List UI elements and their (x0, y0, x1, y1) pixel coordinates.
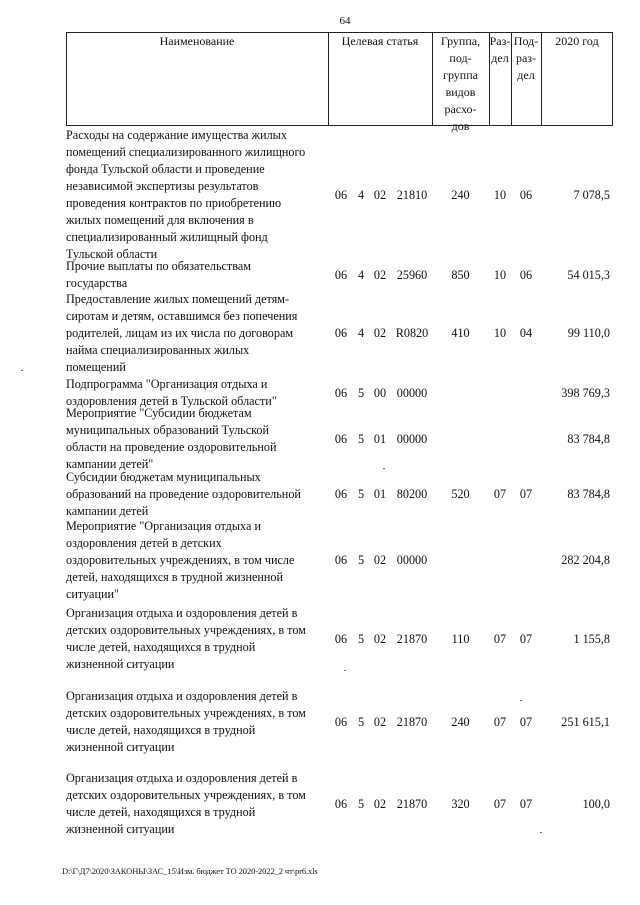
row-name (66, 518, 328, 603)
row-name-line: государства (66, 276, 128, 290)
row-c4: 21810 (396, 187, 428, 202)
header-line: расхо- (444, 102, 477, 116)
row-name-line: помещений (66, 360, 126, 374)
row-subsection: 04 (519, 326, 533, 340)
row-group: 410 (451, 326, 470, 340)
row-name-line: проведения контрактов по приобретению (66, 196, 282, 210)
row-c1: 06 (334, 631, 348, 646)
row-c3: 02 (373, 553, 387, 567)
row-c2: 5 (357, 431, 365, 446)
row-name-line: Предоставление жилых помещений детям- (66, 292, 290, 306)
row-subsection: 06 (519, 267, 533, 282)
row-section: 10 (493, 267, 507, 282)
row-c1: 06 (334, 714, 348, 729)
row-name-line: найма специализированных жилых (66, 343, 250, 357)
row-amount: 83 784,8 (567, 431, 610, 446)
header-line: раз- (515, 51, 537, 65)
header-line: Группа, (440, 34, 481, 48)
header-target-article: Целевая статья (341, 34, 419, 48)
row-c1: 06 (334, 487, 348, 501)
row-c1: 06 (334, 187, 348, 202)
header-line: дел (491, 51, 509, 65)
row-name-line: помещений специализированного жилищного (66, 145, 306, 159)
row-c4: 21870 (396, 796, 428, 811)
row-name-line: жизненной ситуации (66, 740, 175, 754)
row-name-line: детских оздоровительных учреждениях, в том (66, 706, 306, 720)
row-c2: 5 (357, 487, 365, 501)
row-c2: 5 (357, 796, 365, 811)
scan-speck (21, 370, 23, 371)
row-name (66, 469, 328, 520)
row-name-line: Прочие выплаты по обязательствам (66, 259, 251, 273)
row-amount: 7 078,5 (573, 187, 610, 202)
row-name (66, 770, 328, 838)
row-name (66, 258, 328, 292)
row-section: 10 (493, 326, 507, 340)
row-name-line: Субсидии бюджетам муниципальных (66, 470, 261, 484)
row-name-line: числе детей, находящихся в трудной (66, 805, 256, 819)
row-group: 520 (451, 487, 470, 501)
row-name (66, 605, 328, 673)
row-subsection: 07 (519, 796, 533, 811)
file-path-footer: D:\Г\Д7\2020\ЗАКОНЫ\ЗАС_15\Изм. бюджет ТО 2020-2022_2 чт\pr6.xls (62, 866, 318, 876)
row-name (66, 405, 328, 473)
row-c4: 00000 (396, 431, 428, 446)
row-amount: 1 155,8 (573, 631, 610, 646)
row-amount: 83 784,8 (567, 487, 610, 501)
header-year: 2020 год (555, 34, 599, 48)
row-c4: R0820 (395, 326, 429, 340)
row-c3: 02 (373, 187, 387, 202)
row-amount: 251 615,1 (561, 714, 610, 729)
row-c3: 00 (373, 385, 387, 400)
row-c2: 5 (357, 714, 365, 729)
row-group: 850 (451, 267, 470, 282)
row-name-line: Организация отдыха и оздоровления детей в (66, 689, 298, 703)
row-name-line: сиротам и детям, оставшимся без попечения (66, 309, 298, 323)
row-name-line: родителей, лицам из их числа по договорам (66, 326, 294, 340)
row-c3: 02 (373, 796, 387, 811)
row-c2: 4 (357, 326, 365, 340)
row-c3: 02 (373, 326, 387, 340)
row-name-line: Организация отдыха и оздоровления детей в (66, 606, 298, 620)
row-name-line: кампании детей" (66, 457, 154, 471)
row-name-line: детей, находящихся в трудной жизненной (66, 570, 284, 584)
row-name-line: числе детей, находящихся в трудной (66, 640, 256, 654)
header-line: Под- (513, 34, 539, 48)
row-name-line: оздоровления детей в детских (66, 536, 222, 550)
row-group: 240 (451, 714, 470, 729)
row-c4: 25960 (396, 267, 428, 282)
header-line: дов (451, 119, 470, 133)
row-c3: 02 (373, 714, 387, 729)
header-line: дел (517, 68, 535, 82)
row-section: 07 (493, 631, 507, 646)
row-c4: 80200 (396, 487, 428, 501)
row-name (66, 127, 328, 263)
row-name-line: независимой экспертизы результатов (66, 179, 259, 193)
header-group (432, 33, 489, 135)
row-c2: 4 (357, 187, 365, 202)
row-group: 240 (451, 187, 470, 202)
row-c1: 06 (334, 553, 348, 567)
row-subsection: 07 (519, 487, 533, 501)
header-subsection (511, 33, 541, 84)
row-amount: 54 015,3 (567, 267, 610, 282)
row-c2: 5 (357, 553, 365, 567)
row-subsection: 07 (519, 714, 533, 729)
row-group: 110 (451, 631, 470, 646)
row-c3: 02 (373, 631, 387, 646)
header-line: группа (443, 68, 478, 82)
row-c4: 21870 (396, 631, 428, 646)
row-name-line: Подпрограмма "Организация отдыха и (66, 377, 268, 391)
row-c3: 01 (373, 487, 387, 501)
scan-speck (344, 670, 346, 671)
row-name-line: оздоровления детей в Тульской области" (66, 394, 277, 408)
row-group: 320 (451, 796, 470, 811)
row-c4: 00000 (396, 553, 428, 567)
row-name-line: Мероприятие "Организация отдыха и (66, 519, 261, 533)
row-c1: 06 (334, 431, 348, 446)
row-amount: 398 769,3 (561, 385, 610, 400)
row-name-line: области на проведение оздоровительной (66, 440, 277, 454)
row-name-line: фонда Тульской области и проведение (66, 162, 265, 176)
row-c3: 02 (373, 267, 387, 282)
row-name-line: Мероприятие "Субсидии бюджетам (66, 406, 252, 420)
row-c1: 06 (334, 385, 348, 400)
row-c2: 4 (357, 267, 365, 282)
row-c4: 21870 (396, 714, 428, 729)
row-section: 10 (493, 187, 507, 202)
row-name-line: Тульской области (66, 247, 158, 261)
row-c1: 06 (334, 326, 348, 340)
row-name-line: жизненной ситуации (66, 822, 175, 836)
row-name-line: жизненной ситуации (66, 657, 175, 671)
scan-speck (383, 468, 385, 469)
row-name-line: муниципальных образований Тульской (66, 423, 270, 437)
row-amount: 100,0 (582, 796, 610, 811)
row-c2: 5 (357, 385, 365, 400)
row-name (66, 291, 328, 376)
row-section: 07 (493, 796, 507, 811)
row-name (66, 688, 328, 756)
row-name-line: Организация отдыха и оздоровления детей в (66, 771, 298, 785)
row-subsection: 06 (519, 187, 533, 202)
row-amount: 282 204,8 (561, 553, 610, 567)
header-section (489, 33, 511, 67)
row-c4: 00000 (396, 385, 428, 400)
row-section: 07 (493, 714, 507, 729)
row-subsection: 07 (519, 631, 533, 646)
row-name-line: детских оздоровительных учреждениях, в том (66, 623, 306, 637)
row-amount: 99 110,0 (567, 326, 610, 340)
row-section: 07 (493, 487, 507, 501)
row-name-line: ситуации" (66, 587, 119, 601)
row-name-line: оздоровительных учреждениях, в том числе (66, 553, 295, 567)
row-name-line: Расходы на содержание имущества жилых (66, 128, 287, 142)
row-name-line: числе детей, находящихся в трудной (66, 723, 256, 737)
row-name-line: жилых помещений для включения в (66, 213, 254, 227)
header-line: видов (445, 85, 476, 99)
row-name-line: кампании детей (66, 504, 149, 518)
scan-speck (520, 700, 522, 701)
page-number: 64 (339, 15, 351, 27)
scan-speck (540, 832, 542, 833)
row-c1: 06 (334, 796, 348, 811)
row-c3: 01 (373, 431, 387, 446)
row-c2: 5 (357, 631, 365, 646)
header-line: под- (449, 51, 472, 65)
header-name: Наименование (159, 34, 235, 48)
header-line: Раз- (489, 34, 511, 48)
row-name-line: образований на проведение оздоровительной (66, 487, 301, 501)
row-name-line: специализированный жилищный фонд (66, 230, 268, 244)
row-name-line: детских оздоровительных учреждениях, в том (66, 788, 306, 802)
row-c1: 06 (334, 267, 348, 282)
